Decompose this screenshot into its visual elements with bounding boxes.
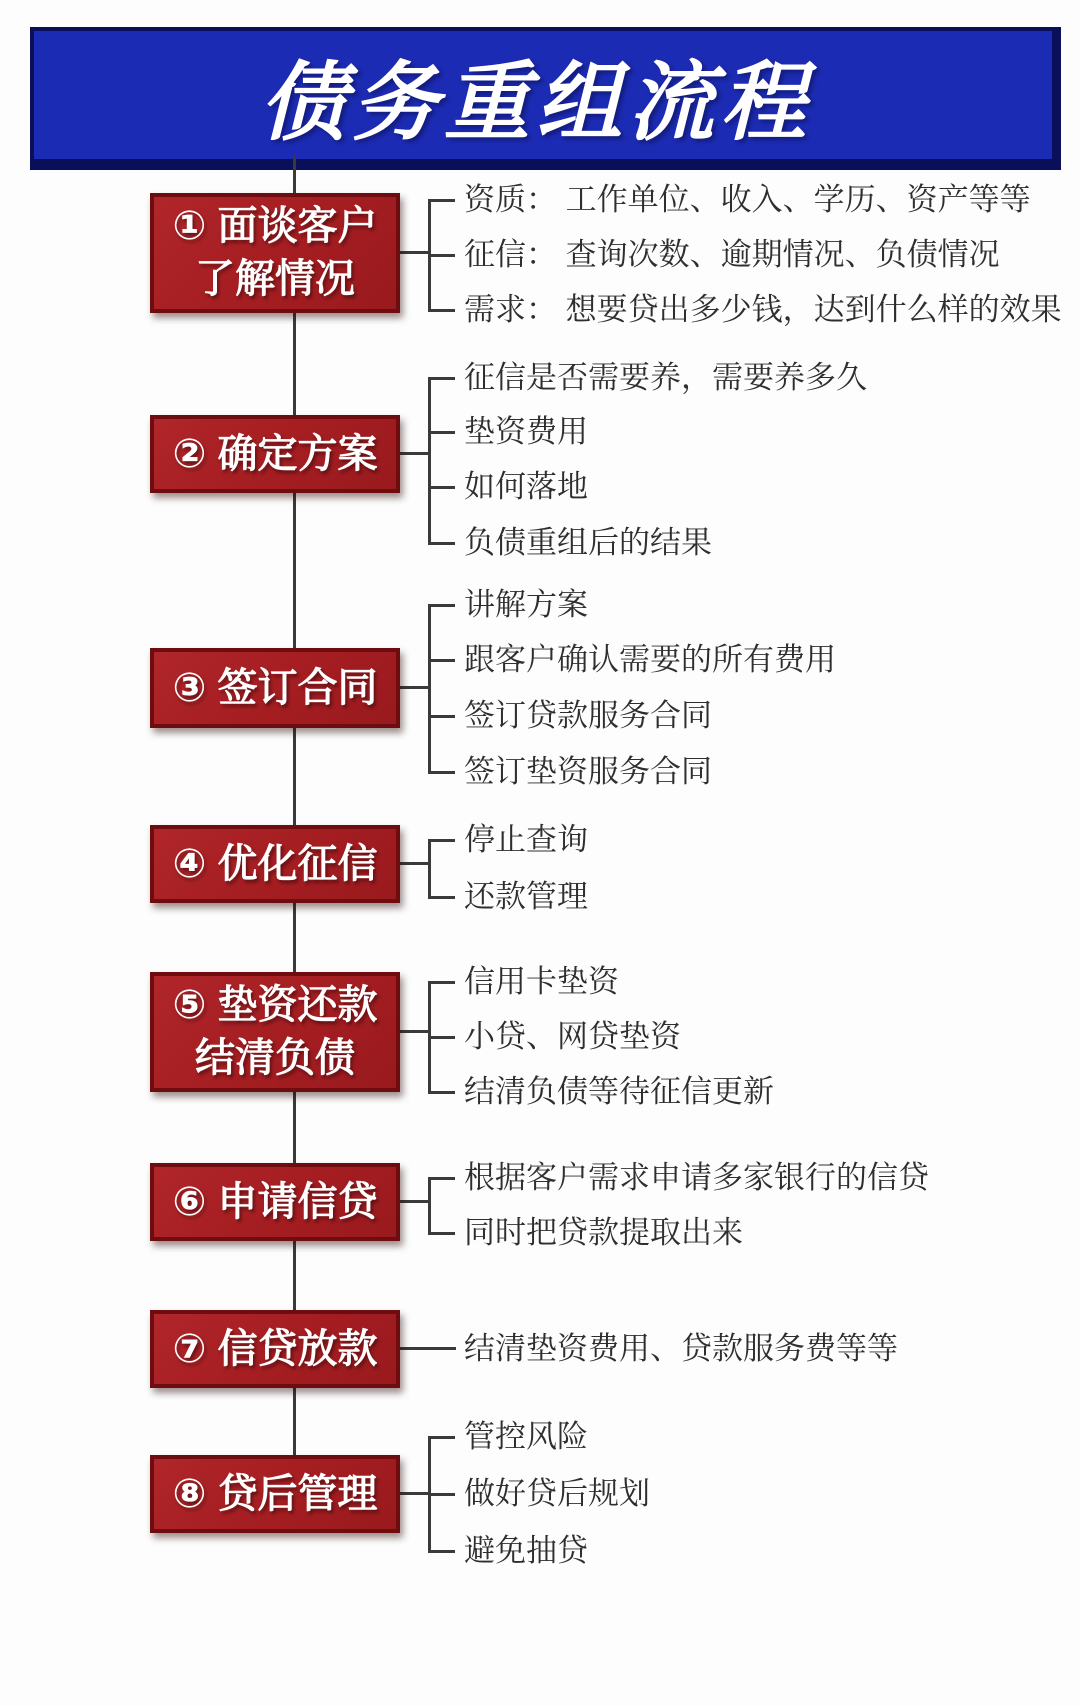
item-label: 资质： 工作单位、收入、学历、资产等等 (464, 182, 1031, 217)
step-box-8 (150, 1455, 400, 1533)
bracket-tick (428, 1436, 455, 1439)
item-label: 管控风险 (464, 1419, 588, 1454)
step-title-line: ⑦ 信贷放款 (172, 1326, 378, 1371)
step-box-6 (150, 1163, 400, 1241)
step-title-line: 结清负债 (195, 1036, 355, 1080)
item-label: 签订贷款服务合同 (464, 698, 712, 733)
item-label: 垫资费用 (464, 414, 588, 449)
connector-line (400, 1492, 428, 1495)
item-label: 签订垫资服务合同 (464, 754, 712, 789)
bracket-tick (428, 771, 455, 774)
item-label: 信用卡垫资 (464, 964, 619, 999)
step-title-line: ④ 优化征信 (172, 841, 378, 886)
step-title-line: ③ 签订合同 (172, 665, 378, 710)
bracket-tick (428, 542, 455, 545)
bracket-tick (428, 1091, 455, 1094)
item-label: 结清负债等待征信更新 (464, 1074, 774, 1109)
connector-line (400, 686, 428, 689)
bracket-tick (428, 1493, 455, 1496)
item-label: 讲解方案 (464, 587, 588, 622)
item-label: 跟客户确认需要的所有费用 (464, 642, 836, 677)
bracket-line (428, 604, 431, 774)
bracket-line (428, 1177, 431, 1235)
step-box-2 (150, 415, 400, 493)
step-box-4 (150, 825, 400, 903)
connector-line (400, 1030, 428, 1033)
connector-line (400, 1347, 456, 1350)
item-label: 避免抽贷 (464, 1533, 588, 1568)
step-title-line: ① 面谈客户 (172, 204, 378, 249)
bracket-tick (428, 659, 455, 662)
step-title-line: ② 确定方案 (172, 431, 378, 476)
bracket-tick (428, 896, 455, 899)
item-label: 征信： 查询次数、逾期情况、负债情况 (464, 237, 1000, 272)
item-label: 征信是否需要养，需要养多久 (464, 360, 867, 395)
banner-title: 债务重组流程 (260, 55, 812, 151)
bracket-tick (428, 839, 455, 842)
step-title-line: ⑧ 贷后管理 (172, 1471, 378, 1516)
connector-line (400, 452, 428, 455)
bracket-line (428, 839, 431, 899)
item-label: 根据客户需求申请多家银行的信贷 (464, 1160, 929, 1195)
step-title-line: ⑤ 垫资还款 (172, 983, 378, 1028)
bracket-tick (428, 1036, 455, 1039)
step-box-3 (150, 648, 400, 728)
bracket-tick (428, 199, 455, 202)
bracket-line (428, 377, 431, 545)
step-title-line: 了解情况 (195, 257, 355, 301)
step-box-5 (150, 972, 400, 1092)
item-label: 如何落地 (464, 469, 588, 504)
connector-line (400, 862, 428, 865)
item-label: 需求： 想要贷出多少钱，达到什么样的效果 (464, 292, 1062, 327)
bracket-tick (428, 981, 455, 984)
bracket-tick (428, 254, 455, 257)
bracket-tick (428, 431, 455, 434)
bracket-tick (428, 486, 455, 489)
item-label: 做好贷后规划 (464, 1476, 650, 1511)
step-box-1 (150, 193, 400, 313)
connector-line (400, 1200, 428, 1203)
item-label: 结清垫资费用、贷款服务费等等 (464, 1331, 898, 1366)
bracket-tick (428, 309, 455, 312)
item-label: 停止查询 (464, 822, 588, 857)
title-banner (30, 27, 1061, 170)
item-label: 小贷、网贷垫资 (464, 1019, 681, 1054)
item-label: 还款管理 (464, 879, 588, 914)
bracket-tick (428, 604, 455, 607)
bracket-tick (428, 1177, 455, 1180)
bracket-tick (428, 1232, 455, 1235)
bracket-tick (428, 715, 455, 718)
bracket-tick (428, 1550, 455, 1553)
step-title-line: ⑥ 申请信贷 (172, 1179, 378, 1224)
bracket-tick (428, 377, 455, 380)
step-box-7 (150, 1310, 400, 1388)
connector-line (400, 251, 428, 254)
item-label: 负债重组后的结果 (464, 525, 712, 560)
item-label: 同时把贷款提取出来 (464, 1215, 743, 1250)
